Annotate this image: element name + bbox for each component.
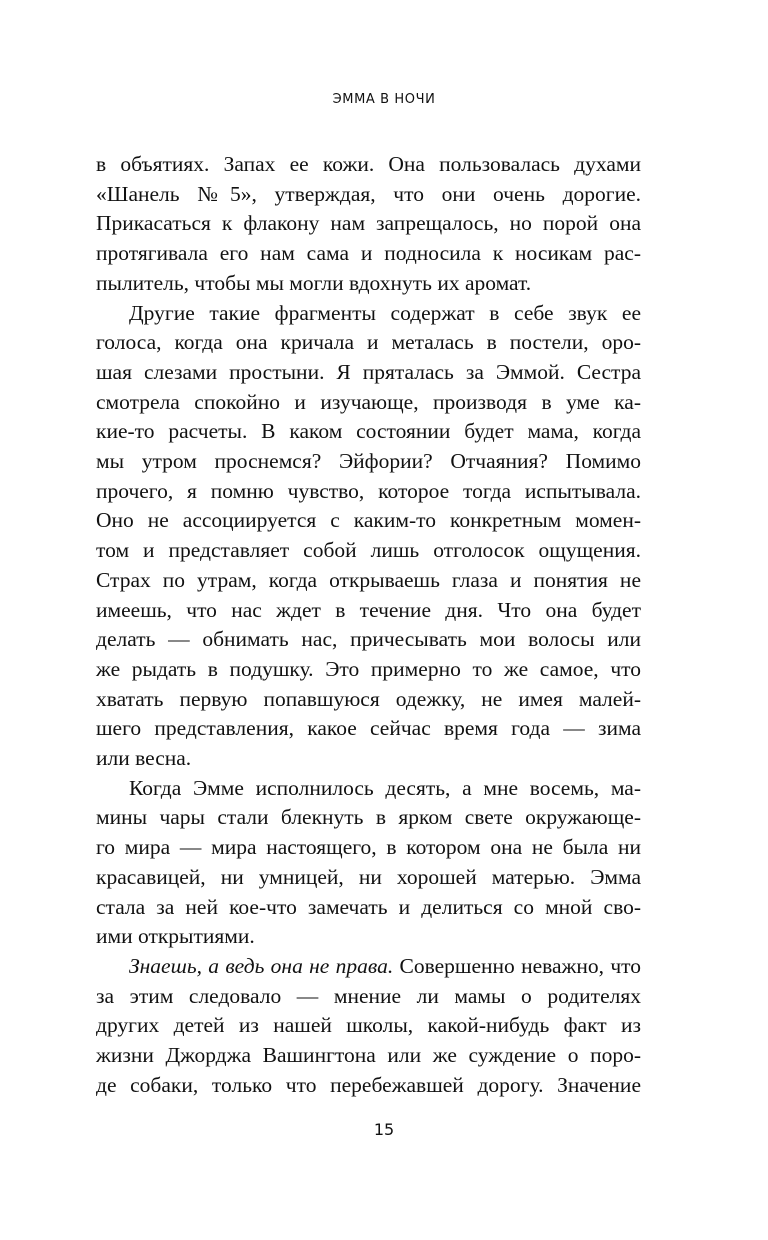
text-line: Другие такие фрагменты содержат в себе звук ее [129, 300, 641, 325]
text-line: шая слезами простыни. Я пряталась за Эммой. Сестра [96, 359, 641, 384]
text-line: том и представляет собой лишь отголосок ощущения. [96, 538, 641, 563]
text-line: Страх по утрам, когда открываешь глаза и понятия не [96, 567, 641, 592]
text-line: имеешь, что нас ждет в течение дня. Что она будет [96, 597, 641, 622]
text-line: кие-то расчеты. В каком состоянии будет мама, когда [96, 419, 641, 444]
text-line: голоса, когда она кричала и металась в постели, оро- [96, 330, 641, 355]
text-line: же рыдать в подушку. Это примерно то же самое, что [96, 656, 641, 681]
text-line: протягивала его нам сама и подносила к носикам рас- [96, 241, 641, 266]
page-number: 15 [373, 1120, 395, 1139]
text-line: Оно не ассоциируется с каким-то конкретным момен- [96, 508, 641, 533]
text-line: за этим следовало — мнение ли мамы о родителях [96, 983, 641, 1008]
body-text [96, 150, 641, 1101]
text-line: прочего, я помню чувство, которое тогда испытывала. [96, 478, 641, 503]
text-line: или весна. [96, 746, 192, 771]
paragraph-3 [96, 774, 641, 952]
running-head: ЭММА В НОЧИ [332, 92, 436, 107]
text-line [96, 952, 641, 982]
text-line: красавицей, ни умницей, ни хорошей матерью. Эмма [96, 864, 641, 889]
text-line: мины чары стали блекнуть в ярком свете окружающе- [96, 805, 641, 830]
text-line: хватать первую попавшуюся одежку, не имея малей- [96, 686, 641, 711]
text-fragment: Совершенно неважно, что [393, 953, 642, 978]
text-line: «Шанель №5», утверждая, что они очень дорогие. [96, 181, 641, 206]
text-line: Прикасаться к флакону нам запрещалось, но порой она [96, 211, 641, 236]
text-line: Когда Эмме исполнилось десять, а мне восемь, ма- [129, 775, 641, 800]
text-line: делать — обнимать нас, причесывать мои волосы или [96, 627, 641, 652]
text-line: де собаки, только что перебежавшей дорогу. Значение [96, 1072, 641, 1097]
text-line: смотрела спокойно и изучающе, производя в уме ка- [96, 389, 641, 414]
text-line: мы утром проснемся? Эйфории? Отчаяния? Помимо [96, 449, 641, 474]
paragraph-1 [96, 150, 641, 299]
paragraph-4 [96, 952, 641, 1101]
text-line: стала за ней кое-что замечать и делиться со мной сво- [96, 894, 641, 919]
text-line: ими открытиями. [96, 924, 255, 949]
text-line: го мира — мира настоящего, в котором она не была ни [96, 835, 641, 860]
paragraph-2 [96, 299, 641, 774]
text-line: шего представления, какое сейчас время года — зима [96, 716, 641, 741]
text-line: в объятиях. Запах ее кожи. Она пользовалась духами [96, 152, 641, 176]
text-line: пылитель, чтобы мы могли вдохнуть их аромат. [96, 270, 532, 295]
text-line: других детей из нашей школы, какой-нибудь факт из [96, 1013, 641, 1038]
text-line: жизни Джорджа Вашингтона или же суждение о поро- [96, 1043, 641, 1068]
italic-quote: Знаешь, а ведь она не права. [129, 953, 394, 978]
